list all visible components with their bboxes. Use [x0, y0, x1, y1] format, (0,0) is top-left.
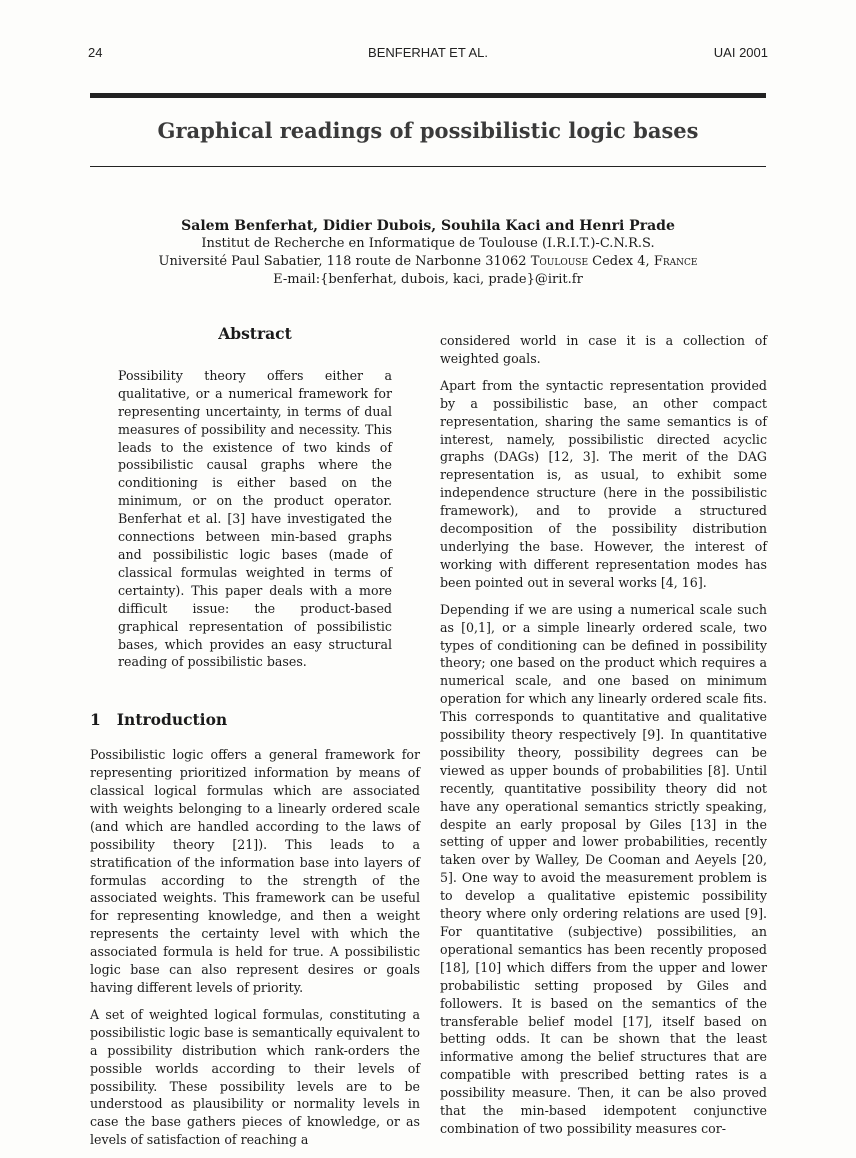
author-list: Salem Benferhat, Didier Dubois, Souhila Kaci and Henri Prade — [181, 218, 675, 234]
abstract-text: Possibility theory offers either a qualitative, or a numerical framework for representing uncertainty, in terms of dual measures of possibility and necessity. This leads to the existence of two kinds of possibilistic causal graphs where the conditioning is either based on the minimum, or on the product operator. Benferhat et al. [3] have investigated the connections between min-based graphs and possibilistic logic bases (made of classical formulas weighted in terms of certainty). This paper deals with a more difficult issue: the product-based graphical representation of possibilistic bases, which provides an easy structural reading of possibilistic bases. — [118, 367, 392, 670]
address-text: Université Paul Sabatier, 118 route de Narbonne 31062 — [158, 254, 531, 269]
paper-title: Graphical readings of possibilistic logic bases — [157, 118, 699, 143]
city-name: Toulouse — [530, 254, 589, 269]
running-title: BENFERHAT ET AL. — [368, 45, 488, 60]
section-number: 1 — [90, 710, 101, 730]
page-number: 24 — [88, 45, 103, 60]
affiliation-line-1: Institut de Recherche en Informatique de Toulouse (I.R.I.T.)-C.N.R.S. — [201, 236, 655, 251]
author-block — [0, 217, 856, 289]
title-rule — [90, 166, 766, 167]
intro-paragraph-1: Possibilistic logic offers a general framework for representing prioritized information by means of classical logical formulas which are associated with weights belonging to a linearly ordered scale (and which are handled according to the laws of possibility theory [21]). This leads to a stratification of the information base into layers of formulas according to the strength of the associated weights. This framework can be useful for representing knowledge, and then a weight represents the certainty level with which the associated formula is held for true. A possibilistic logic base can also represent desires or goals having different levels of priority. — [90, 747, 420, 995]
country-name: France — [653, 254, 698, 269]
right-paragraph-3: Depending if we are using a numerical scale such as [0,1], or a simple linearly ordered scale, two types of conditioning can be defined in possibility theory; one based on the product which requires a numerical scale, and one based on minimum operation for which any linearly ordered scale fits. This corresponds to quantitative and qualitative possibility theory respectively [9]. In quantitative possibility theory, possibility degrees can be viewed as upper bounds of probabilities [8]. Until recently, quantitative possibility theory did not have any operational semantics strictly speaking, despite an early proposal by Giles [13] in the setting of upper and lower probabilities, recently taken over by Walley, De Cooman and Aeyels [20, 5]. One way to avoid the measurement problem is to develop a qualitative epistemic possibility theory where only ordering relations are used [9]. For quantitative (subjective) possibilities, an operational semantics has been recently proposed [18], [10] which differs from the upper and lower probabilistic setting proposed by Giles and followers. It is based on the semantics of the transferable belief model [17], itself based on betting odds. It can be shown that the least informative among the belief structures that are compatible with prescribed betting rates is a possibility measure. Then, it can be also proved that the min-based idempotent conjunctive combination of two possibility measures cor- — [440, 601, 767, 1136]
right-column — [440, 332, 767, 1147]
section-title: Introduction — [116, 710, 228, 730]
left-column — [90, 325, 420, 1158]
right-paragraph-1: considered world in case it is a collection of weighted goals. — [440, 333, 767, 366]
address-suffix: Cedex 4, — [588, 254, 654, 269]
top-rule — [90, 93, 766, 98]
right-paragraph-2: Apart from the syntactic representation provided by a possibilistic base, an other compact representation, sharing the same semantics is of interest, namely, possibilistic directed acyclic graphs (DAGs) [12, 3]. The merit of the DAG representation is, as usual, to exhibit some independence structure (here in the possibilistic framework), and to provide a structured decomposition of the possibility distribution underlying the base. However, the interest of working with different representation modes has been pointed out in several works [4, 16]. — [440, 377, 767, 590]
venue-label: UAI 2001 — [713, 45, 768, 60]
intro-paragraph-2: A set of weighted logical formulas, constituting a possibilistic logic base is semantically equivalent to a possibility distribution which rank-orders the possible worlds according to their levels of possibility. These possibility levels are to be understood as plausibility or normality levels in case the base gathers pieces of knowledge, or as levels of satisfaction of reaching a — [90, 1006, 420, 1148]
affiliation-line-2 — [0, 253, 856, 271]
section-heading-introduction — [90, 711, 420, 729]
abstract-heading: Abstract — [218, 324, 292, 343]
email-line: E-mail:{benferhat, dubois, kaci, prade}@irit.fr — [273, 272, 583, 287]
